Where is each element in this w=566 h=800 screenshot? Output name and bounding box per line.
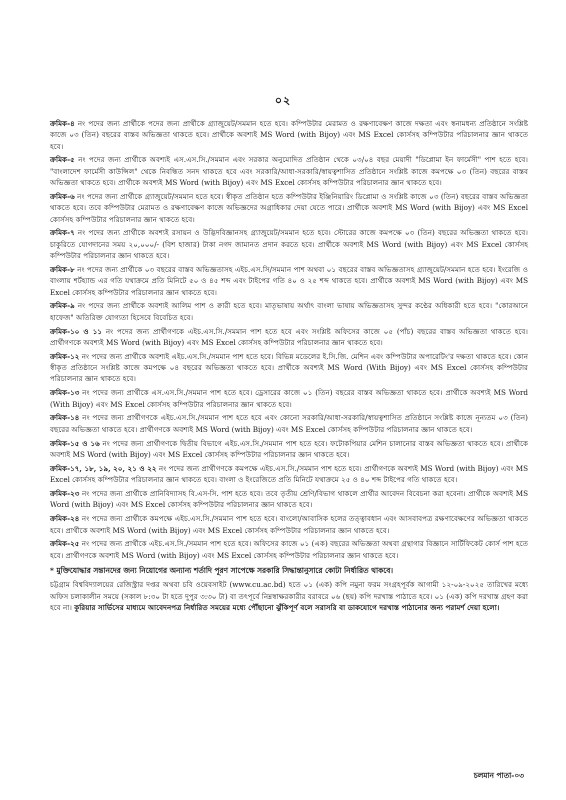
serial-label: ক্রমিক-৪ [50, 119, 75, 128]
application-instructions [50, 579, 528, 613]
serial-label: ক্রমিক-১৪ [50, 413, 80, 423]
serial-label: ক্রমিক-৭ [50, 228, 75, 238]
serial-label: ক্রমিক-৬ [50, 191, 75, 201]
serial-label: ক্রমিক-১৫ ও ১৬ [50, 438, 100, 448]
requirement-paragraph [50, 438, 528, 461]
requirement-text: নং পদের জন্য প্রার্থীগণকে এইচ.এস.সি./সমমান পাশ হতে হবে এবং সংশ্লিষ্ট অফিসের কাজে ০৫ (পাঁচ) বছরের বাস্তব অভিজ্ঞতা থাকতে হবে। প্রার্থীগণকে অবশ্যই MS Word (with Bijoy) এবং MS Excel কোর্সসহ কম্পিউটার পরিচালনার জ্ঞান থাকতে হবে। [50, 326, 528, 347]
requirement-text: নং পদের জন্য প্রার্থীগণকে এইচ.এস.সি./সমমান পাশ হতে হবে এবং কোনো সরকারি/আধা-সরকারি/স্বায়ত্বশাসিত প্রতিষ্ঠানে সংশ্লিষ্ট কাজে নূন্যতম ০৩ (তিন) বছরের অভিজ্ঞতা থাকতে হবে। প্রার্থীগণকে অবশ্যই MS Word (with Bijoy) এবং MS Excel কোর্সসহ কম্পিউটার পরিচালনার জ্ঞান থাকতে হবে। [50, 413, 528, 434]
serial-label: ক্রমিক-১৭, ১৮, ১৯, ২০, ২১ ও ২২ [50, 463, 157, 473]
requirement-text: নং পদের জন্য প্রার্থীকে অবশ্যই রসায়ন ও উদ্ভিদবিজ্ঞানসহ গ্র্যাজুয়েট/সমমান হতে হবে। স্টোরের কাজে কমপক্ষে ০৩ (তিন) বছরের অভিজ্ঞতা থাকতে হবে। চাকুরিতে যোগদানের সময় ২০,০০০/- (বিশ হাজার) টাকা নগদ জামানত প্রদান করতে হবে। প্রার্থীকে অবশ্যই MS Word (with Bijoy) এবং MS Excel কোর্সসহ কম্পিউটার পরিচালনার জ্ঞান থাকতে হবে। [50, 228, 528, 261]
requirement-paragraph [50, 351, 528, 385]
serial-label: ক্রমিক-১৩ [50, 388, 80, 398]
requirement-text: নং পদের জন্য প্রার্থীকে ০৩ বছরের বাস্তব অভিজ্ঞতাসহ এইচ.এস.সি/সমমান পাশ অথবা ০১ বছরের বাস্তব অভিজ্ঞতাসহ গ্র্যাজুয়েট/সমমান হতে হবে। ইংরেজি ও বাংলায় শর্টহ্যান্ড এর গতি যথাক্রমে প্রতি মিনিটে ৫০ ও ৪৫ শব্দ এবং টাইপের গতি ৪০ ও ২৫ শব্দ থাকতে হবে। প্রার্থীকে অবশ্যই MS Word (with Bijoy) এবং MS Excel কোর্সসহ কম্পিউটার পরিচালনার জ্ঞান থাকতে হবে। [50, 264, 528, 297]
requirement-paragraph [50, 154, 528, 188]
requirement-text: নং পদের জন্য প্রার্থীগণকে দ্বিতীয় বিভাগে এইচ.এস.সি./সমমান পাশ হতে হবে। ফটোকপিয়ার মেশিন চালানোর বাস্তব অভিজ্ঞতা থাকতে হবে। প্রার্থীকে অবশ্যই MS Word (with Bijoy) এবং MS Excel কোর্সসহ কম্পিউটার পরিচালনার জ্ঞান থাকতে হবে। [50, 438, 528, 459]
requirement-text: নং পদের জন্য প্রার্থীকে কমপক্ষে এইচ.এস.সি./সমমান পাশ হতে হবে। বাংলো/আবাসিক হলের তত্ত্বাবধান এবং আসবাবপত্র রক্ষণাবেক্ষণের অভিজ্ঞতা থাকতে হবে। প্রার্থীকে অবশ্যই MS Word (with Bijoy) এবং MS Excel কোর্সসহ কম্পিউটার পরিচালনার জ্ঞান থাকতে হবে। [50, 514, 528, 535]
page-number: ০২ [274, 94, 292, 107]
serial-label: ক্রমিক-৮ [50, 264, 75, 274]
requirement-text: নং পদের জন্য প্রার্থীকে এইচ.এস.সি./সমমান পাশ হতে হবে। অফিসের কাজে ০১ (এক) বছরের অভিজ্ঞতা অথবা গ্রন্থাগার বিজ্ঞানে সার্টিফিকেট কোর্স পাশ হতে হবে। প্রার্থীগণকে অবশ্যই MS Word (with Bijoy) এবং MS Excel কোর্সসহ কম্পিউটার পরিচালনার জ্ঞান থাকতে হবে। [50, 539, 528, 560]
serial-label: ক্রমিক-১০ ও ১১ [50, 326, 103, 336]
requirement-text: নং পদের জন্য প্রার্থীকে অবশ্যই আলিম পাশ ও ক্বারী হতে হবে। মাতৃভাষায় অর্থাৎ বাংলা ভাষায় অভিজ্ঞতাসহ সুন্দর কণ্ঠের অধিকারী হতে হবে। "কোরআনে হাফেজ" অতিরিক্ত যোগ্যতা হিসেবে বিবেচিত হবে। [50, 301, 528, 322]
serial-label: ক্রমিক-১২ [50, 351, 80, 361]
requirement-text: নং পদের জন্য প্রার্থীকে অবশ্যই এইচ.এস.সি./সমমান পাশ হতে হবে। বিভিন্ন মডেলের ই.সি.জি. মেশিন এবং কম্পিউটার অপারেটিং'র দক্ষতা থাকতে হবে। কোন স্বীকৃত প্রতিষ্ঠানে সংশ্লিষ্ট কাজে কমপক্ষে ০৪ বছরের অভিজ্ঞতা থাকতে হবে। প্রার্থীকে অবশ্যই MS Word (With Bijoy) এবং MS Excel কোর্সসহ কম্পিউটার পরিচালনার জ্ঞান থাকতে হবে। [50, 351, 528, 384]
requirement-paragraph [50, 191, 528, 225]
requirement-text: নং পদের জন্য প্রার্থীকে এস.এস.সি./সমমান পাশ হতে হবে। ড্রেসারের কাজে ০১ (তিন) বছরের বাস্তব অভিজ্ঞতা থাকতে হবে। প্রার্থীকে অবশ্যই MS Word (With Bijoy) এবং MS Excel কোর্সসহ কম্পিউটার পরিচালনার জ্ঞান থাকতে হবে। [50, 388, 528, 409]
serial-label: ক্রমিক-৯ [50, 301, 75, 311]
requirement-text: নং পদের জন্য প্রার্থীকে অবশ্যই এস.এস.সি./সমমান এবং সরকার অনুমোদিত প্রতিষ্ঠান থেকে ০৩/০৪ বছর মেয়াদী "ডিপ্লোমা ইন ফার্মেসী" পাশ হতে হবে। "বাংলাদেশ ফার্মেসী কাউন্সিল" থেকে নিবন্ধিত সনদ থাকতে হবে এবং সরকারি/আধা-সরকারি/স্বায়ত্বশাসিত প্রতিষ্ঠানে সংশ্লিষ্ট কাজে কমপক্ষে ০৩ (তিন) বছরের বাস্তব অভিজ্ঞতা থাকতে হবে। প্রার্থীকে অবশ্যই MS Word (with Bijoy) এবং MS Excel কোর্সসহ কম্পিউটার পরিচালনার জ্ঞান থাকতে হবে। [50, 155, 528, 188]
requirement-paragraph [50, 387, 528, 410]
requirement-paragraph [50, 326, 528, 349]
serial-label: ক্রমিক-২৫ [50, 539, 80, 549]
requirement-text: নং পদের জন্য প্রার্থীকে গ্র্যাজুয়েট/সমমান হতে হবে। স্বীকৃত প্রতিষ্ঠান হতে কম্পিউটার ইঞ্জিনিয়ারিং ডিপ্লোমা ও সংশ্লিষ্ট কাজে ০৩ (তিন) বছরের বাস্তব অভিজ্ঞতা থাকতে হবে। তবে কম্পিউটার মেরামত ও রক্ষণাবেক্ষণ কাজে অভিজ্ঞদের অগ্রাধিকার দেয়া যেতে পারে। প্রার্থীকে অবশ্যই MS Word (with Bijoy) এবং MS Excel কোর্সসহ কম্পিউটার পরিচালনার জ্ঞান থাকতে হবে। [50, 191, 528, 224]
serial-label: ক্রমিক-২৪ [50, 514, 80, 524]
requirement-text: নং পদের জন্য প্রার্থীকে প্রানিবিদ্যাসহ বি.এস-সি. পাশ হতে হবে। তবে তৃতীয় শ্রেণি/বিভাগ থাকলে প্রার্থীর আবেদন বিবেচনা করা হবেনা। প্রার্থীকে অবশ্যই MS Word (with Bijoy) এবং MS Excel কোর্সসহ কম্পিউটার পরিচালনার জ্ঞান থাকতে হবে। [50, 489, 528, 510]
serial-label: ক্রমিক-২৩ [50, 489, 80, 499]
requirement-paragraph [50, 513, 528, 536]
page-content [50, 118, 528, 613]
requirement-text: নং পদের জন্য প্রার্থীকে পদের জন্য প্রার্থীকে গ্র্যাজুয়েট/সমমান হতে হবে। কম্পিউটার মেরামত ও রক্ষণাবেক্ষণ কাজে দক্ষতা এবং স্বনামধন্য প্রতিষ্ঠানে সংশ্লিষ্ট কাজে ০৩ (তিন) বছরের বাস্তব অভিজ্ঞতা থাকতে হবে। প্রার্থীকে অবশ্যই MS Word (with Bijoy) এবং MS Excel কোর্সসহ কম্পিউটার পরিচালনার জ্ঞান থাকতে হবে। [50, 119, 528, 151]
quota-note: * মুক্তিযোদ্ধার সন্তানদের জন্য নিয়োগের অন্যান্য শর্তাদি পূরণ সাপেক্ষে সরকারি সিদ্ধান্তানুসারে কোটা নির্ধারিত থাকবে। [50, 566, 393, 575]
continuation-label: চলমান পাতা-০৩ [473, 771, 524, 780]
requirement-text: নং পদের জন্য প্রার্থীগণকে কমপক্ষে এইচ.এস.সি./সমমান পাশ হতে হবে। প্রার্থীগণকে অবশ্যই MS Word (with Bijoy) এবং MS Excel কোর্সসহ কম্পিউটার পরিচালনার জ্ঞান থাকতে হবে। বাংলা ও ইংরেজিতে প্রতি মিনিটে যথাক্রমে ২৫ ও ৪০ শব্দ টাইপের গতি থাকতে হবে। [50, 463, 529, 485]
requirement-paragraph [50, 488, 528, 511]
serial-label: ক্রমিক-৫ [50, 155, 75, 165]
requirement-paragraph [50, 264, 528, 298]
requirement-paragraph [50, 227, 528, 261]
requirement-paragraph [50, 538, 528, 561]
requirement-paragraph [50, 118, 528, 152]
requirement-paragraph [50, 300, 528, 323]
requirement-paragraph [50, 463, 528, 486]
courier-advice: কুরিয়ার সার্ভিসের মাধ্যমে আবেদনপত্র নির্ধারিত সময়ের মধ্যে পৌঁছানো ঝুঁকিপূর্ণ বলে সরাসরি বা ডাকযোগে দরখাস্ত পাঠানোর জন্য পরামর্শ দেয়া হলো। [74, 602, 500, 612]
instructions-text: চট্টগ্রাম বিশ্ববিদ্যালয়ের রেজিস্ট্রার দপ্তর অথবা চবি ওয়েবসাইট (www.cu.ac.bd) হতে ০১ (এক) কপি নমুনা ফরম সংগ্রহপূর্বক আগামী ১২-০৯-২০২৫ তারিখের মধ্যে অফিস চলাকালীন সময়ে (সকাল ৮:৩০ টা হতে দুপুর ৩:৩০ টা) বা তৎপূর্বে নিম্নস্বাক্ষরকারীর বরাবরে ০৬ (ছয়) কপি দরখাস্ত পাঠাতে হবে। ০১ (এক) কপি দরখাস্ত গ্রহণ করা হবে না। [50, 580, 528, 612]
requirement-paragraph [50, 412, 528, 435]
